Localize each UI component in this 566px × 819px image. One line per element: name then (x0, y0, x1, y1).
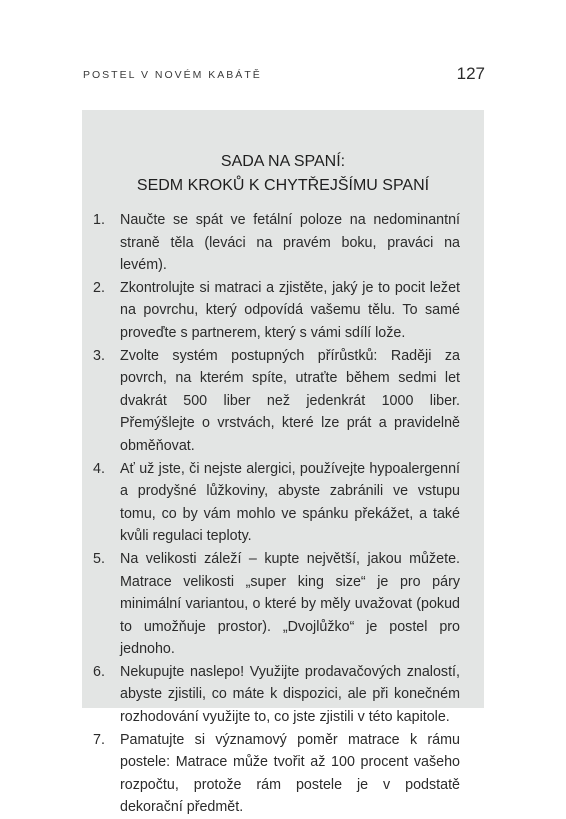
step-number: 1. (93, 212, 105, 228)
step-number: 3. (93, 347, 105, 364)
running-header: POSTEL V NOVÉM KABÁTĚ (83, 69, 262, 81)
step-text: Na velikosti záleží – kupte největší, jakou můžete. Matrace velikosti „super king size“ je pro páry minimální variantou, o které by měly uvažovat (pokud to umožňuje prostor). „Dvojlůžko“ je postel pro jednoho. (120, 550, 460, 658)
step-item-6 (82, 661, 484, 729)
box-title (82, 150, 484, 198)
step-number: 7. (93, 731, 105, 748)
step-text: Zkontrolujte si matraci a zjistěte, jaký je to pocit ležet na povrchu, který odpovídá vašemu tělu. To samé proveďte s partnerem, který s vámi sdílí lože. (120, 279, 460, 341)
step-number: 2. (93, 279, 105, 296)
sidebar-box (82, 110, 484, 816)
step-text: Nekupujte naslepo! Využijte prodavačových znalostí, abyste zjistili, co máte k dispozici, ale při konečném rozhodování využijte to, co jste zjistili v této kapitole. (120, 663, 460, 726)
step-text: Pamatujte si významový poměr matrace k rámu postele: Matrace může tvořit až 100 procent vašeho rozpočtu, protože rám postele je v podstatě dekorační předmět. (120, 731, 460, 816)
step-item-1 (82, 209, 484, 277)
step-text: Zvolte systém postupných přírůstků: Raději za povrch, na kterém spíte, utraťte během sedmi let dvakrát 500 liber než jedenkrát 1000 liber. Přemýšlejte o vrstvách, které lze prát a pravidelně obměňovat. (120, 347, 460, 454)
step-item-3 (82, 345, 484, 458)
box-title-line-1: SADA NA SPANÍ: (220, 153, 346, 170)
box-title-line-2: SEDM KROKŮ K CHYTŘEJŠÍMU SPANÍ (136, 177, 430, 194)
step-text: Naučte se spát ve fetální poloze na nedominantní straně těla (leváci na pravém boku, praváci na levém). (120, 212, 460, 274)
step-number: 6. (93, 663, 105, 680)
step-item-5 (82, 548, 484, 661)
step-item-4 (82, 458, 484, 548)
step-number: 5. (93, 550, 105, 567)
steps-list (82, 209, 484, 819)
page-number: 127 (456, 64, 485, 83)
step-text: Ať už jste, či nejste alergici, používejte hypoalergenní a prodyšné lůžkoviny, abyste zabránili ve vstupu tomu, co by vám mohlo ve spánku překážet, a také kvůli regulaci teploty. (120, 460, 460, 545)
step-item-2 (82, 277, 484, 345)
step-item-7 (82, 729, 484, 819)
step-number: 4. (93, 460, 105, 477)
